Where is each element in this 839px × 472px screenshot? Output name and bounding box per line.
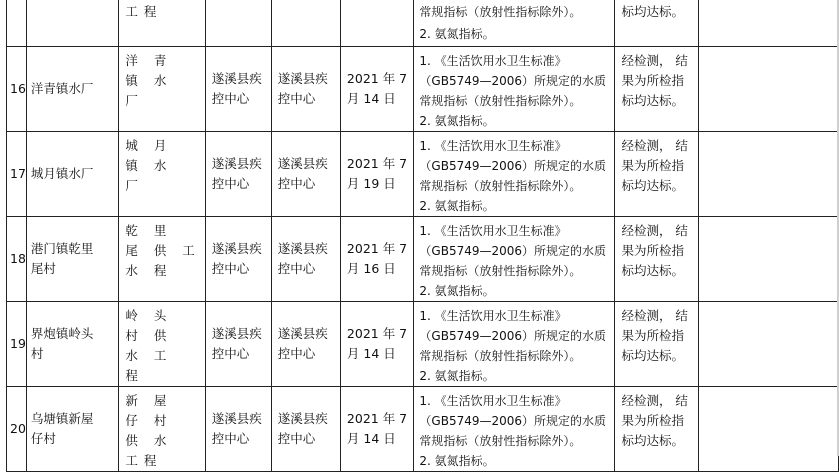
sampler-line: 控中心	[211, 430, 250, 446]
date-line: 月 14 日	[346, 90, 396, 106]
project-line: 厂	[125, 177, 144, 193]
standard-line: （GB5749—2006）所规定的水质	[419, 73, 607, 88]
site-line: 城月镇水厂	[30, 165, 94, 181]
standard-line: 1. 《生活饮用水卫生标准》	[419, 223, 567, 238]
result-cell	[615, 131, 699, 216]
remark-cell	[699, 301, 839, 386]
site-cell	[26, 131, 118, 216]
standard-line: 2. 氨氮指标。	[419, 113, 495, 128]
tester-line: 遂溪县疾	[277, 70, 328, 86]
result-line: 经检测， 结	[621, 52, 688, 68]
tester-line: 遂溪县疾	[277, 240, 328, 256]
project-line: 城 月	[125, 137, 173, 153]
site-line: 仔村	[30, 430, 56, 446]
result-line: 果为所检指	[621, 157, 684, 173]
project-cell	[119, 301, 205, 386]
water-quality-table	[6, 0, 839, 472]
project-line: 新 屋	[125, 392, 173, 408]
date-line: 2021 年 7	[346, 240, 408, 256]
site-line: 尾村	[30, 260, 56, 276]
site-cell	[26, 0, 118, 46]
table-row	[7, 216, 839, 301]
result-line: 标均达标。	[621, 4, 684, 19]
standard-line: 常规指标（放射性指标除外）。	[419, 348, 582, 363]
sampler-line: 遂溪县疾	[211, 410, 262, 426]
project-line: 工程	[125, 4, 163, 19]
site-line: 洋青镇水厂	[30, 80, 94, 96]
tester-line: 遂溪县疾	[277, 410, 328, 426]
date-line: 月 19 日	[346, 175, 396, 191]
tester-line: 控中心	[277, 90, 316, 106]
date-cell	[340, 46, 414, 131]
tester-line: 控中心	[277, 430, 316, 446]
project-line: 水 程	[125, 262, 173, 278]
table-row	[7, 386, 839, 471]
project-cell	[119, 0, 205, 46]
standard-line: 2. 氨氮指标。	[419, 368, 495, 383]
standard-line: （GB5749—2006）所规定的水质	[419, 243, 607, 258]
project-line: 程	[125, 367, 144, 383]
sampler-line: 遂溪县疾	[211, 325, 262, 341]
project-cell	[119, 46, 205, 131]
standard-line: 常规指标（放射性指标除外）。	[419, 5, 582, 19]
date-cell	[340, 216, 414, 301]
tester-cell	[271, 131, 340, 216]
standard-line: 常规指标（放射性指标除外）。	[419, 178, 582, 193]
no-cell: 19	[7, 301, 27, 386]
sampler-line: 控中心	[211, 345, 250, 361]
result-line: 经检测， 结	[621, 222, 688, 238]
project-line: 岭 头	[125, 307, 173, 323]
project-cell	[119, 386, 205, 471]
no-cell: 20	[7, 386, 27, 471]
standard-cell	[414, 46, 615, 131]
project-line: 镇 水	[125, 72, 173, 88]
sampler-cell	[205, 386, 271, 471]
sampler-line: 遂溪县疾	[211, 70, 262, 86]
standard-line: （GB5749—2006）所规定的水质	[419, 413, 607, 428]
project-line: 尾 供 工	[125, 242, 201, 258]
result-line: 标均达标。	[621, 432, 684, 448]
tester-line: 控中心	[277, 345, 316, 361]
table-row	[7, 301, 839, 386]
sampler-line: 控中心	[211, 175, 250, 191]
tester-line: 控中心	[277, 260, 316, 276]
site-cell	[26, 386, 118, 471]
standard-line: 1. 《生活饮用水卫生标准》	[419, 393, 567, 408]
date-line: 月 14 日	[346, 430, 396, 446]
project-line: 水 工	[125, 347, 173, 363]
standard-line: （GB5749—2006）所规定的水质	[419, 328, 607, 343]
site-cell	[26, 301, 118, 386]
standard-line: 2. 氨氮指标。	[419, 283, 495, 298]
standard-line: （GB5749—2006）所规定的水质	[419, 158, 607, 173]
sampler-cell	[205, 301, 271, 386]
project-line: 供 水	[125, 432, 173, 448]
project-line: 村 供	[125, 327, 173, 343]
no-cell: 16	[7, 46, 27, 131]
tester-cell	[271, 301, 340, 386]
tester-line: 遂溪县疾	[277, 155, 328, 171]
date-line: 2021 年 7	[346, 155, 408, 171]
result-cell	[615, 301, 699, 386]
sampler-line: 控中心	[211, 260, 250, 276]
result-line: 经检测， 结	[621, 137, 688, 153]
result-line: 经检测， 结	[621, 392, 688, 408]
project-line: 乾 里	[125, 222, 173, 238]
project-line: 厂	[125, 92, 144, 108]
standard-line: 2. 氨氮指标。	[419, 198, 495, 213]
standard-cell	[414, 0, 615, 46]
remark-cell	[699, 46, 839, 131]
sampler-cell	[205, 216, 271, 301]
date-line: 2021 年 7	[346, 410, 408, 426]
tester-cell	[271, 46, 340, 131]
result-line: 果为所检指	[621, 242, 684, 258]
date-line: 月 14 日	[346, 345, 396, 361]
standard-line: 1. 《生活饮用水卫生标准》	[419, 138, 567, 153]
table-row	[7, 46, 839, 131]
tester-line: 遂溪县疾	[277, 325, 328, 341]
result-line: 果为所检指	[621, 72, 684, 88]
standard-line: 常规指标（放射性指标除外）。	[419, 93, 582, 108]
table-row-continued	[7, 0, 839, 46]
standard-line: 常规指标（放射性指标除外）。	[419, 433, 582, 448]
project-line: 仔 村	[125, 412, 173, 428]
result-line: 标均达标。	[621, 262, 684, 278]
date-line: 2021 年 7	[346, 325, 408, 341]
no-cell: 18	[7, 216, 27, 301]
no-cell	[7, 0, 27, 46]
standard-line: 1. 《生活饮用水卫生标准》	[419, 53, 567, 68]
result-line: 标均达标。	[621, 177, 684, 193]
result-line: 果为所检指	[621, 412, 684, 428]
date-line: 2021 年 7	[346, 70, 408, 86]
result-cell	[615, 386, 699, 471]
standard-line: 常规指标（放射性指标除外）。	[419, 263, 582, 278]
site-line: 村	[30, 345, 44, 361]
no-cell: 17	[7, 131, 27, 216]
result-cell	[615, 46, 699, 131]
tester-line: 控中心	[277, 175, 316, 191]
site-line: 港门镇乾里	[30, 240, 94, 256]
result-line: 标均达标。	[621, 347, 684, 363]
standard-line: 1. 《生活饮用水卫生标准》	[419, 308, 567, 323]
project-cell	[119, 216, 205, 301]
sampler-cell	[205, 0, 271, 46]
standard-cell	[414, 131, 615, 216]
result-cell	[615, 0, 699, 46]
project-line: 镇 水	[125, 157, 173, 173]
date-cell	[340, 0, 414, 46]
standard-cell	[414, 386, 615, 471]
site-line: 乌塘镇新屋	[30, 410, 94, 426]
standard-cell	[414, 216, 615, 301]
site-line: 界炮镇岭头	[30, 325, 94, 341]
tester-cell	[271, 386, 340, 471]
sampler-line: 控中心	[211, 90, 250, 106]
project-line: 洋 青	[125, 52, 173, 68]
standard-cell	[414, 301, 615, 386]
remark-cell	[699, 216, 839, 301]
standard-line: 2. 氨氮指标。	[419, 27, 495, 41]
site-cell	[26, 46, 118, 131]
remark-cell	[699, 386, 839, 471]
remark-cell	[699, 0, 839, 46]
date-line: 月 16 日	[346, 260, 396, 276]
result-cell	[615, 216, 699, 301]
tester-cell	[271, 0, 340, 46]
result-line: 标均达标。	[621, 92, 684, 108]
result-line: 果为所检指	[621, 327, 684, 343]
sampler-cell	[205, 131, 271, 216]
date-cell	[340, 386, 414, 471]
tester-cell	[271, 216, 340, 301]
sampler-cell	[205, 46, 271, 131]
remark-cell	[699, 131, 839, 216]
result-line: 经检测， 结	[621, 307, 688, 323]
table-row	[7, 131, 839, 216]
sampler-line: 遂溪县疾	[211, 240, 262, 256]
site-cell	[26, 216, 118, 301]
date-cell	[340, 301, 414, 386]
standard-line: 2. 氨氮指标。	[419, 453, 495, 468]
sampler-line: 遂溪县疾	[211, 155, 262, 171]
project-cell	[119, 131, 205, 216]
date-cell	[340, 131, 414, 216]
project-line: 工程	[125, 452, 163, 468]
